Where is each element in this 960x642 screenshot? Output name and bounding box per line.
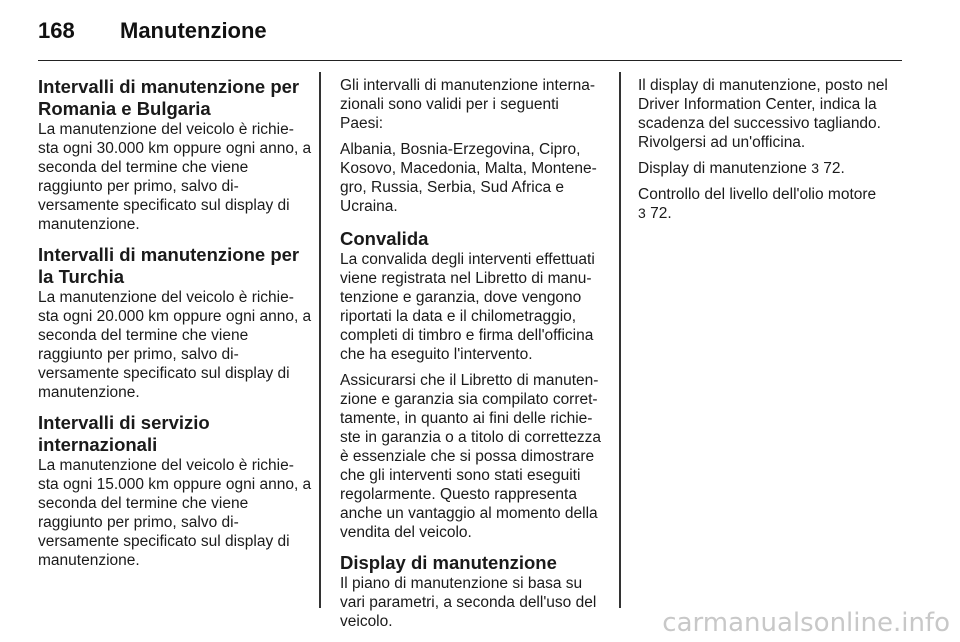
- page-reference-icon: 3: [811, 160, 819, 176]
- section-heading: Display di manutenzione: [340, 552, 557, 573]
- paragraph: Il piano di manutenzione si basa su vari parametri, a seconda dell'uso del veicolo.: [340, 575, 597, 630]
- page-title: Manutenzione: [120, 18, 267, 43]
- section-turchia: [38, 244, 314, 402]
- paragraph: Albania, Bosnia-Erzegovina, Cipro, Kosovo, Macedonia, Malta, Montene-gro, Russia, Serbia, Sud Africa e Ucraina.: [340, 141, 597, 215]
- page-number: 168: [38, 18, 75, 43]
- watermark-logo: carmanualsonline.info: [662, 608, 950, 638]
- paragraph: La convalida degli interventi effettuati viene registrata nel Libretto di manu-tenzione e garanzia, dove vengono riportati la data e il chilometraggio, completi di timbro e firma dell'officina che ha eseguito l'intervento.: [340, 251, 595, 363]
- paragraph: Gli intervalli di manutenzione interna-zionali sono validi per i seguenti Paesi:: [340, 77, 596, 132]
- reference-page: 72.: [650, 205, 672, 222]
- reference-text: Display di manutenzione: [638, 160, 807, 177]
- cross-reference[interactable]: [638, 185, 902, 223]
- section-romania-bulgaria: [38, 76, 314, 234]
- paragraph: Assicurarsi che il Libretto di manuten-zione e garanzia sia compilato corret-tamente, in quanto ai fini delle richie-ste in garanzia o a titolo di correttezza è essenziale che si possa dimostrare che gli interventi sono stati eseguiti regolarmente. Questo rappresenta anche un vantaggio al momento della vendita del veicolo.: [340, 372, 602, 541]
- column-1: [38, 76, 314, 580]
- section-heading: Convalida: [340, 228, 429, 249]
- paragraph: La manutenzione del veicolo è richie-sta ogni 30.000 km oppure ogni anno, a seconda del termine che viene raggiunto per primo, salvo di-versamente specificato sul display di manutenzione.: [38, 121, 312, 233]
- paragraph: La manutenzione del veicolo è richie-sta ogni 15.000 km oppure ogni anno, a seconda del termine che viene raggiunto per primo, salvo di-versamente specificato sul display di manutenzione.: [38, 457, 312, 569]
- reference-page: 72.: [823, 160, 845, 177]
- section-convalida: [340, 228, 606, 542]
- column-divider-1: [319, 72, 321, 608]
- column-divider-2: [619, 72, 621, 608]
- section-internazionali: [38, 412, 314, 570]
- page-header: [38, 16, 902, 61]
- section-heading: Intervalli di servizio internazionali: [38, 412, 210, 455]
- paragraph: La manutenzione del veicolo è richie-sta ogni 20.000 km oppure ogni anno, a seconda del termine che viene raggiunto per primo, salvo di-versamente specificato sul display di manutenzione.: [38, 289, 312, 401]
- cross-reference[interactable]: [638, 159, 902, 178]
- section-heading: Intervalli di manutenzione per Romania e Bulgaria: [38, 76, 300, 119]
- paragraph: Il display di manutenzione, posto nel Driver Information Center, indica la scadenza del successivo tagliando. Rivolgersi ad un'officina.: [638, 77, 888, 151]
- page-reference-icon: 3: [638, 205, 646, 221]
- column-3: [638, 76, 902, 230]
- section-display-manutenzione: [340, 552, 606, 631]
- reference-text: Controllo del livello dell'olio motore: [638, 186, 877, 203]
- column-2: [340, 76, 606, 641]
- section-heading: Intervalli di manutenzione per la Turchia: [38, 244, 300, 287]
